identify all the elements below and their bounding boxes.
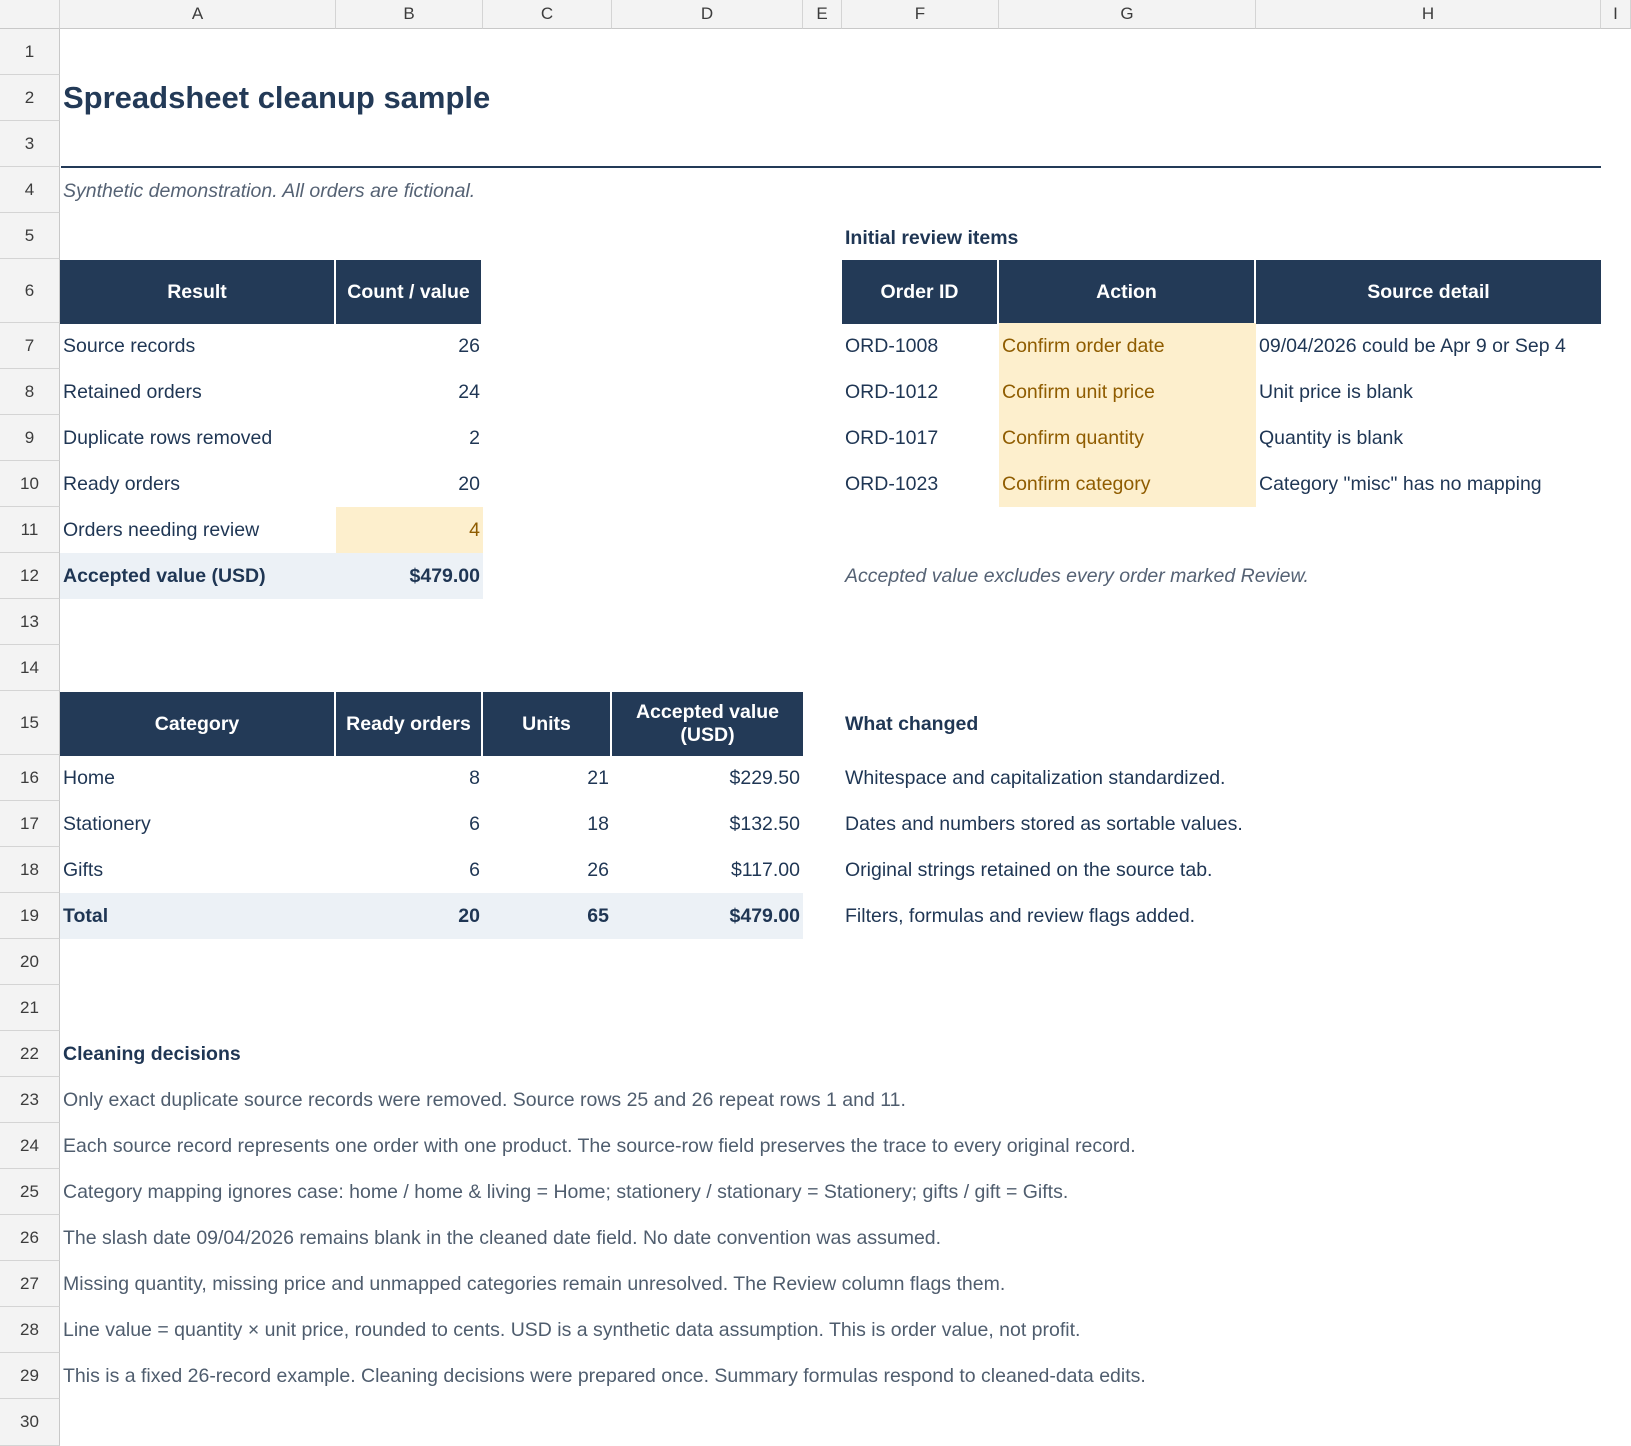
category-name[interactable]: Home xyxy=(63,766,116,789)
category-header-units[interactable]: Units xyxy=(483,692,612,756)
row-header-13[interactable]: 13 xyxy=(0,599,60,645)
review-header-source-detail[interactable]: Source detail xyxy=(1256,260,1601,324)
category-accepted-value[interactable]: $117.00 xyxy=(730,858,800,881)
row-header-5[interactable]: 5 xyxy=(0,213,60,259)
review-source-detail[interactable]: Category "misc" has no mapping xyxy=(1259,472,1542,495)
category-ready-orders[interactable]: 8 xyxy=(469,766,480,789)
review-heading: Initial review items xyxy=(845,226,1019,249)
review-order-id[interactable]: ORD-1017 xyxy=(845,426,939,449)
row-header-17[interactable]: 17 xyxy=(0,801,60,847)
column-header-i[interactable]: I xyxy=(1601,0,1631,29)
results-header-count[interactable]: Count / value xyxy=(336,260,483,324)
changes-item[interactable]: Filters, formulas and review flags added. xyxy=(845,904,1196,927)
sheet-title: Spreadsheet cleanup sample xyxy=(63,80,491,115)
row-header-22[interactable]: 22 xyxy=(0,1031,60,1077)
decision-item[interactable]: This is a fixed 26-record example. Cleaning decisions were prepared once. Summary formulas respond to cleaned-data edits. xyxy=(63,1364,1146,1387)
row-header-7[interactable]: 7 xyxy=(0,323,60,369)
decision-item[interactable]: Only exact duplicate source records were removed. Source rows 25 and 26 repeat rows 1 and 11. xyxy=(63,1088,906,1111)
decisions-heading: Cleaning decisions xyxy=(63,1042,241,1065)
row-header-9[interactable]: 9 xyxy=(0,415,60,461)
row-header-10[interactable]: 10 xyxy=(0,461,60,507)
results-value-accepted-value[interactable]: $479.00 xyxy=(336,553,483,599)
review-header-order-id[interactable]: Order ID xyxy=(842,260,999,324)
category-units[interactable]: 26 xyxy=(587,858,609,881)
results-label-ready-orders[interactable]: Ready orders xyxy=(63,472,181,495)
select-all-corner[interactable] xyxy=(0,0,60,29)
changes-item[interactable]: Dates and numbers stored as sortable values. xyxy=(845,812,1243,835)
review-action[interactable]: Confirm unit price xyxy=(999,369,1256,415)
column-header-g[interactable]: G xyxy=(999,0,1256,29)
decision-item[interactable]: Line value = quantity × unit price, rounded to cents. USD is a synthetic data assumption. This is order value, not profit. xyxy=(63,1318,1081,1341)
results-value-needing-review[interactable]: 4 xyxy=(336,507,483,553)
title-divider xyxy=(61,166,1601,168)
row-header-28[interactable]: 28 xyxy=(0,1307,60,1353)
category-ready-orders[interactable]: 6 xyxy=(469,858,480,881)
column-header-a[interactable]: A xyxy=(60,0,336,29)
review-order-id[interactable]: ORD-1008 xyxy=(845,334,939,357)
row-header-11[interactable]: 11 xyxy=(0,507,60,553)
results-value-ready-orders[interactable]: 20 xyxy=(458,472,480,495)
results-label-accepted-value[interactable]: Accepted value (USD) xyxy=(60,553,336,599)
decision-item[interactable]: Missing quantity, missing price and unmapped categories remain unresolved. The Review column flags them. xyxy=(63,1272,1006,1295)
results-label-source-records[interactable]: Source records xyxy=(63,334,196,357)
row-header-15[interactable]: 15 xyxy=(0,691,60,755)
review-action[interactable]: Confirm category xyxy=(999,461,1256,507)
review-note: Accepted value excludes every order marked Review. xyxy=(845,564,1309,587)
row-header-25[interactable]: 25 xyxy=(0,1169,60,1215)
row-header-20[interactable]: 20 xyxy=(0,939,60,985)
results-label-duplicates-removed[interactable]: Duplicate rows removed xyxy=(63,426,273,449)
review-header-action[interactable]: Action xyxy=(999,260,1256,324)
decision-item[interactable]: Category mapping ignores case: home / home & living = Home; stationery / stationary = Stationery; gifts / gift = Gifts. xyxy=(63,1180,1069,1203)
category-total-accepted-value[interactable]: $479.00 xyxy=(612,893,803,939)
review-order-id[interactable]: ORD-1023 xyxy=(845,472,939,495)
decision-item[interactable]: The slash date 09/04/2026 remains blank in the cleaned date field. No date convention was assumed. xyxy=(63,1226,942,1249)
row-header-23[interactable]: 23 xyxy=(0,1077,60,1123)
category-total-ready-orders[interactable]: 20 xyxy=(336,893,483,939)
decision-item[interactable]: Each source record represents one order with one product. The source-row field preserves the trace to every original record. xyxy=(63,1134,1136,1157)
column-header-f[interactable]: F xyxy=(842,0,999,29)
category-units[interactable]: 18 xyxy=(587,812,609,835)
changes-heading: What changed xyxy=(845,712,979,735)
row-header-12[interactable]: 12 xyxy=(0,553,60,599)
results-value-retained-orders[interactable]: 24 xyxy=(458,380,480,403)
results-header-result[interactable]: Result xyxy=(60,260,336,324)
row-header-8[interactable]: 8 xyxy=(0,369,60,415)
column-header-e[interactable]: E xyxy=(803,0,842,29)
category-units[interactable]: 21 xyxy=(587,766,609,789)
results-value-duplicates-removed[interactable]: 2 xyxy=(469,426,480,449)
row-header-1[interactable]: 1 xyxy=(0,29,60,75)
category-header-category[interactable]: Category xyxy=(60,692,336,756)
category-name[interactable]: Gifts xyxy=(63,858,104,881)
category-accepted-value[interactable]: $229.50 xyxy=(729,766,800,789)
review-source-detail[interactable]: Unit price is blank xyxy=(1259,380,1413,403)
changes-item[interactable]: Whitespace and capitalization standardized. xyxy=(845,766,1226,789)
column-header-c[interactable]: C xyxy=(483,0,612,29)
results-value-source-records[interactable]: 26 xyxy=(458,334,480,357)
review-action[interactable]: Confirm order date xyxy=(999,323,1256,369)
row-header-27[interactable]: 27 xyxy=(0,1261,60,1307)
row-header-29[interactable]: 29 xyxy=(0,1353,60,1399)
row-header-14[interactable]: 14 xyxy=(0,645,60,691)
column-header-h[interactable]: H xyxy=(1256,0,1601,29)
review-source-detail[interactable]: 09/04/2026 could be Apr 9 or Sep 4 xyxy=(1259,334,1566,357)
row-header-6[interactable]: 6 xyxy=(0,259,60,323)
category-accepted-value[interactable]: $132.50 xyxy=(729,812,800,835)
column-header-d[interactable]: D xyxy=(612,0,803,29)
category-ready-orders[interactable]: 6 xyxy=(469,812,480,835)
review-order-id[interactable]: ORD-1012 xyxy=(845,380,939,403)
changes-item[interactable]: Original strings retained on the source tab. xyxy=(845,858,1213,881)
review-source-detail[interactable]: Quantity is blank xyxy=(1259,426,1404,449)
results-label-retained-orders[interactable]: Retained orders xyxy=(63,380,202,403)
category-name[interactable]: Stationery xyxy=(63,812,151,835)
row-header-18[interactable]: 18 xyxy=(0,847,60,893)
row-header-2[interactable]: 2 xyxy=(0,75,60,121)
row-header-26[interactable]: 26 xyxy=(0,1215,60,1261)
row-header-24[interactable]: 24 xyxy=(0,1123,60,1169)
row-header-4[interactable]: 4 xyxy=(0,167,60,213)
sheet-subtitle: Synthetic demonstration. All orders are fictional. xyxy=(63,180,476,202)
row-header-16[interactable]: 16 xyxy=(0,755,60,801)
row-header-30[interactable]: 30 xyxy=(0,1399,60,1446)
category-header-accepted-value[interactable]: Accepted value (USD) xyxy=(612,692,803,756)
row-header-21[interactable]: 21 xyxy=(0,985,60,1031)
results-label-needing-review[interactable]: Orders needing review xyxy=(63,518,260,541)
category-header-ready-orders[interactable]: Ready orders xyxy=(336,692,483,756)
column-header-b[interactable]: B xyxy=(336,0,483,29)
row-header-19[interactable]: 19 xyxy=(0,893,60,939)
category-total-units[interactable]: 65 xyxy=(483,893,612,939)
row-header-3[interactable]: 3 xyxy=(0,121,60,167)
category-total-label[interactable]: Total xyxy=(60,893,336,939)
review-action[interactable]: Confirm quantity xyxy=(999,415,1256,461)
